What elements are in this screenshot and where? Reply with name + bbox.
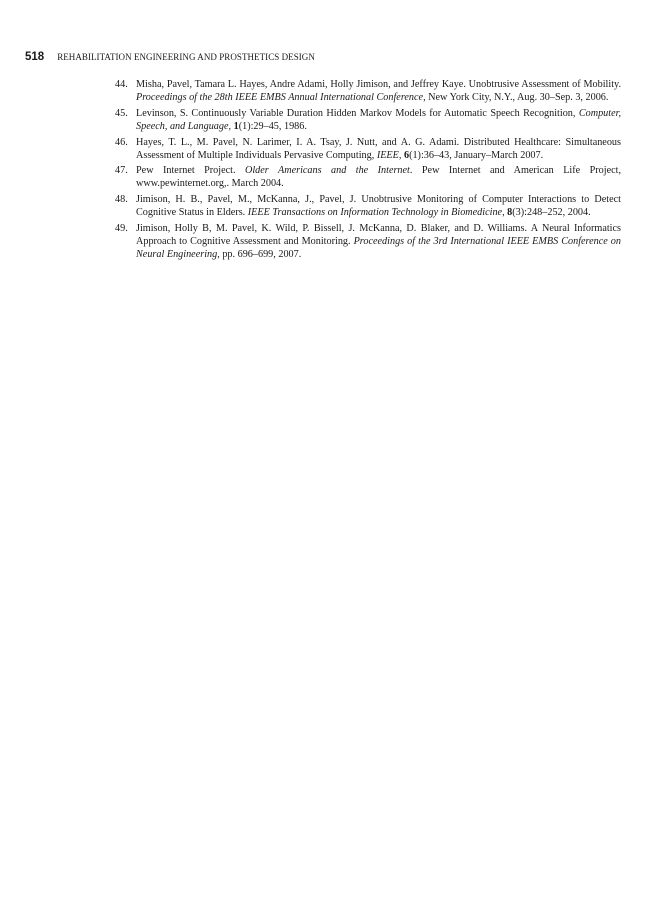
reference-source: IEEE Transactions on Information Technology in Biomedicine, — [247, 207, 505, 219]
reference-text: Misha, Pavel, Tamara L. Hayes, Andre Adami, Holly Jimison, and Jeffrey Kaye. Unobtrusive Assessment of Mobility. — [136, 79, 621, 90]
reference-item-49 — [115, 222, 621, 261]
reference-text: Jimison, H. B., Pavel, M., McKanna, J., Pavel, J. Unobtrusive Monitoring of Computer Interactions to Detect Cognitive Status in Elders. — [136, 194, 621, 219]
reference-source: Computer, Speech, and Language, — [136, 107, 621, 132]
reference-number: 49. — [115, 222, 128, 234]
reference-text: Levinson, S. Continuously Variable Duration Hidden Markov Models for Automatic Speech Recognition, — [136, 107, 579, 119]
reference-item-48 — [115, 193, 621, 219]
reference-item-44 — [115, 78, 621, 104]
page-header — [25, 47, 315, 65]
reference-source: Proceedings of the 28th IEEE EMBS Annual International Conference, — [136, 92, 426, 104]
reference-item-47 — [115, 164, 621, 190]
reference-volume: 1 — [233, 120, 239, 132]
reference-text: (1):36–43, January–March 2007. — [409, 149, 544, 161]
reference-text: Hayes, T. L., M. Pavel, N. Larimer, I. A. Tsay, J. Nutt, and A. G. Adami. Distributed Healthcare: Simultaneous Assessment of Multiple Individuals Pervasive Computing, — [136, 136, 621, 161]
reference-text: Pew Internet Project. — [136, 165, 245, 177]
reference-source: Older Americans and the Internet — [244, 165, 410, 177]
reference-volume: 8 — [507, 207, 513, 219]
reference-text: (1):29–45, 1986. — [238, 120, 307, 132]
reference-item-45 — [115, 107, 621, 133]
reference-list — [115, 78, 621, 264]
running-head: REHABILITATION ENGINEERING AND PROSTHETICS DESIGN — [57, 52, 315, 62]
reference-number: 44. — [115, 79, 128, 90]
reference-number: 47. — [115, 165, 128, 177]
reference-number: 46. — [115, 136, 128, 148]
reference-item-46 — [115, 136, 621, 162]
reference-text: . Pew Internet and American Life Project, www.pewinternet.org,. March 2004. — [136, 165, 622, 190]
reference-number: 48. — [115, 194, 128, 206]
reference-text: New York City, N.Y., Aug. 30–Sep. 3, 2006. — [425, 92, 609, 104]
reference-source: IEEE, — [376, 149, 402, 161]
page-number: 518 — [25, 51, 45, 63]
reference-text: (3):248–252, 2004. — [512, 207, 591, 219]
reference-volume: 6 — [403, 149, 410, 161]
reference-text: Jimison, Holly B, M. Pavel, K. Wild, P. Bissell, J. McKanna, D. Blaker, and D. Williams. A Neural Informatics Approach to Cognitive Assessment and Monitoring. — [136, 222, 621, 247]
reference-source: Proceedings of the 3rd International IEEE EMBS Conference on Neural Engineering — [136, 236, 621, 261]
reference-text: , pp. 696–699, 2007. — [217, 249, 302, 261]
reference-number: 45. — [115, 107, 128, 119]
